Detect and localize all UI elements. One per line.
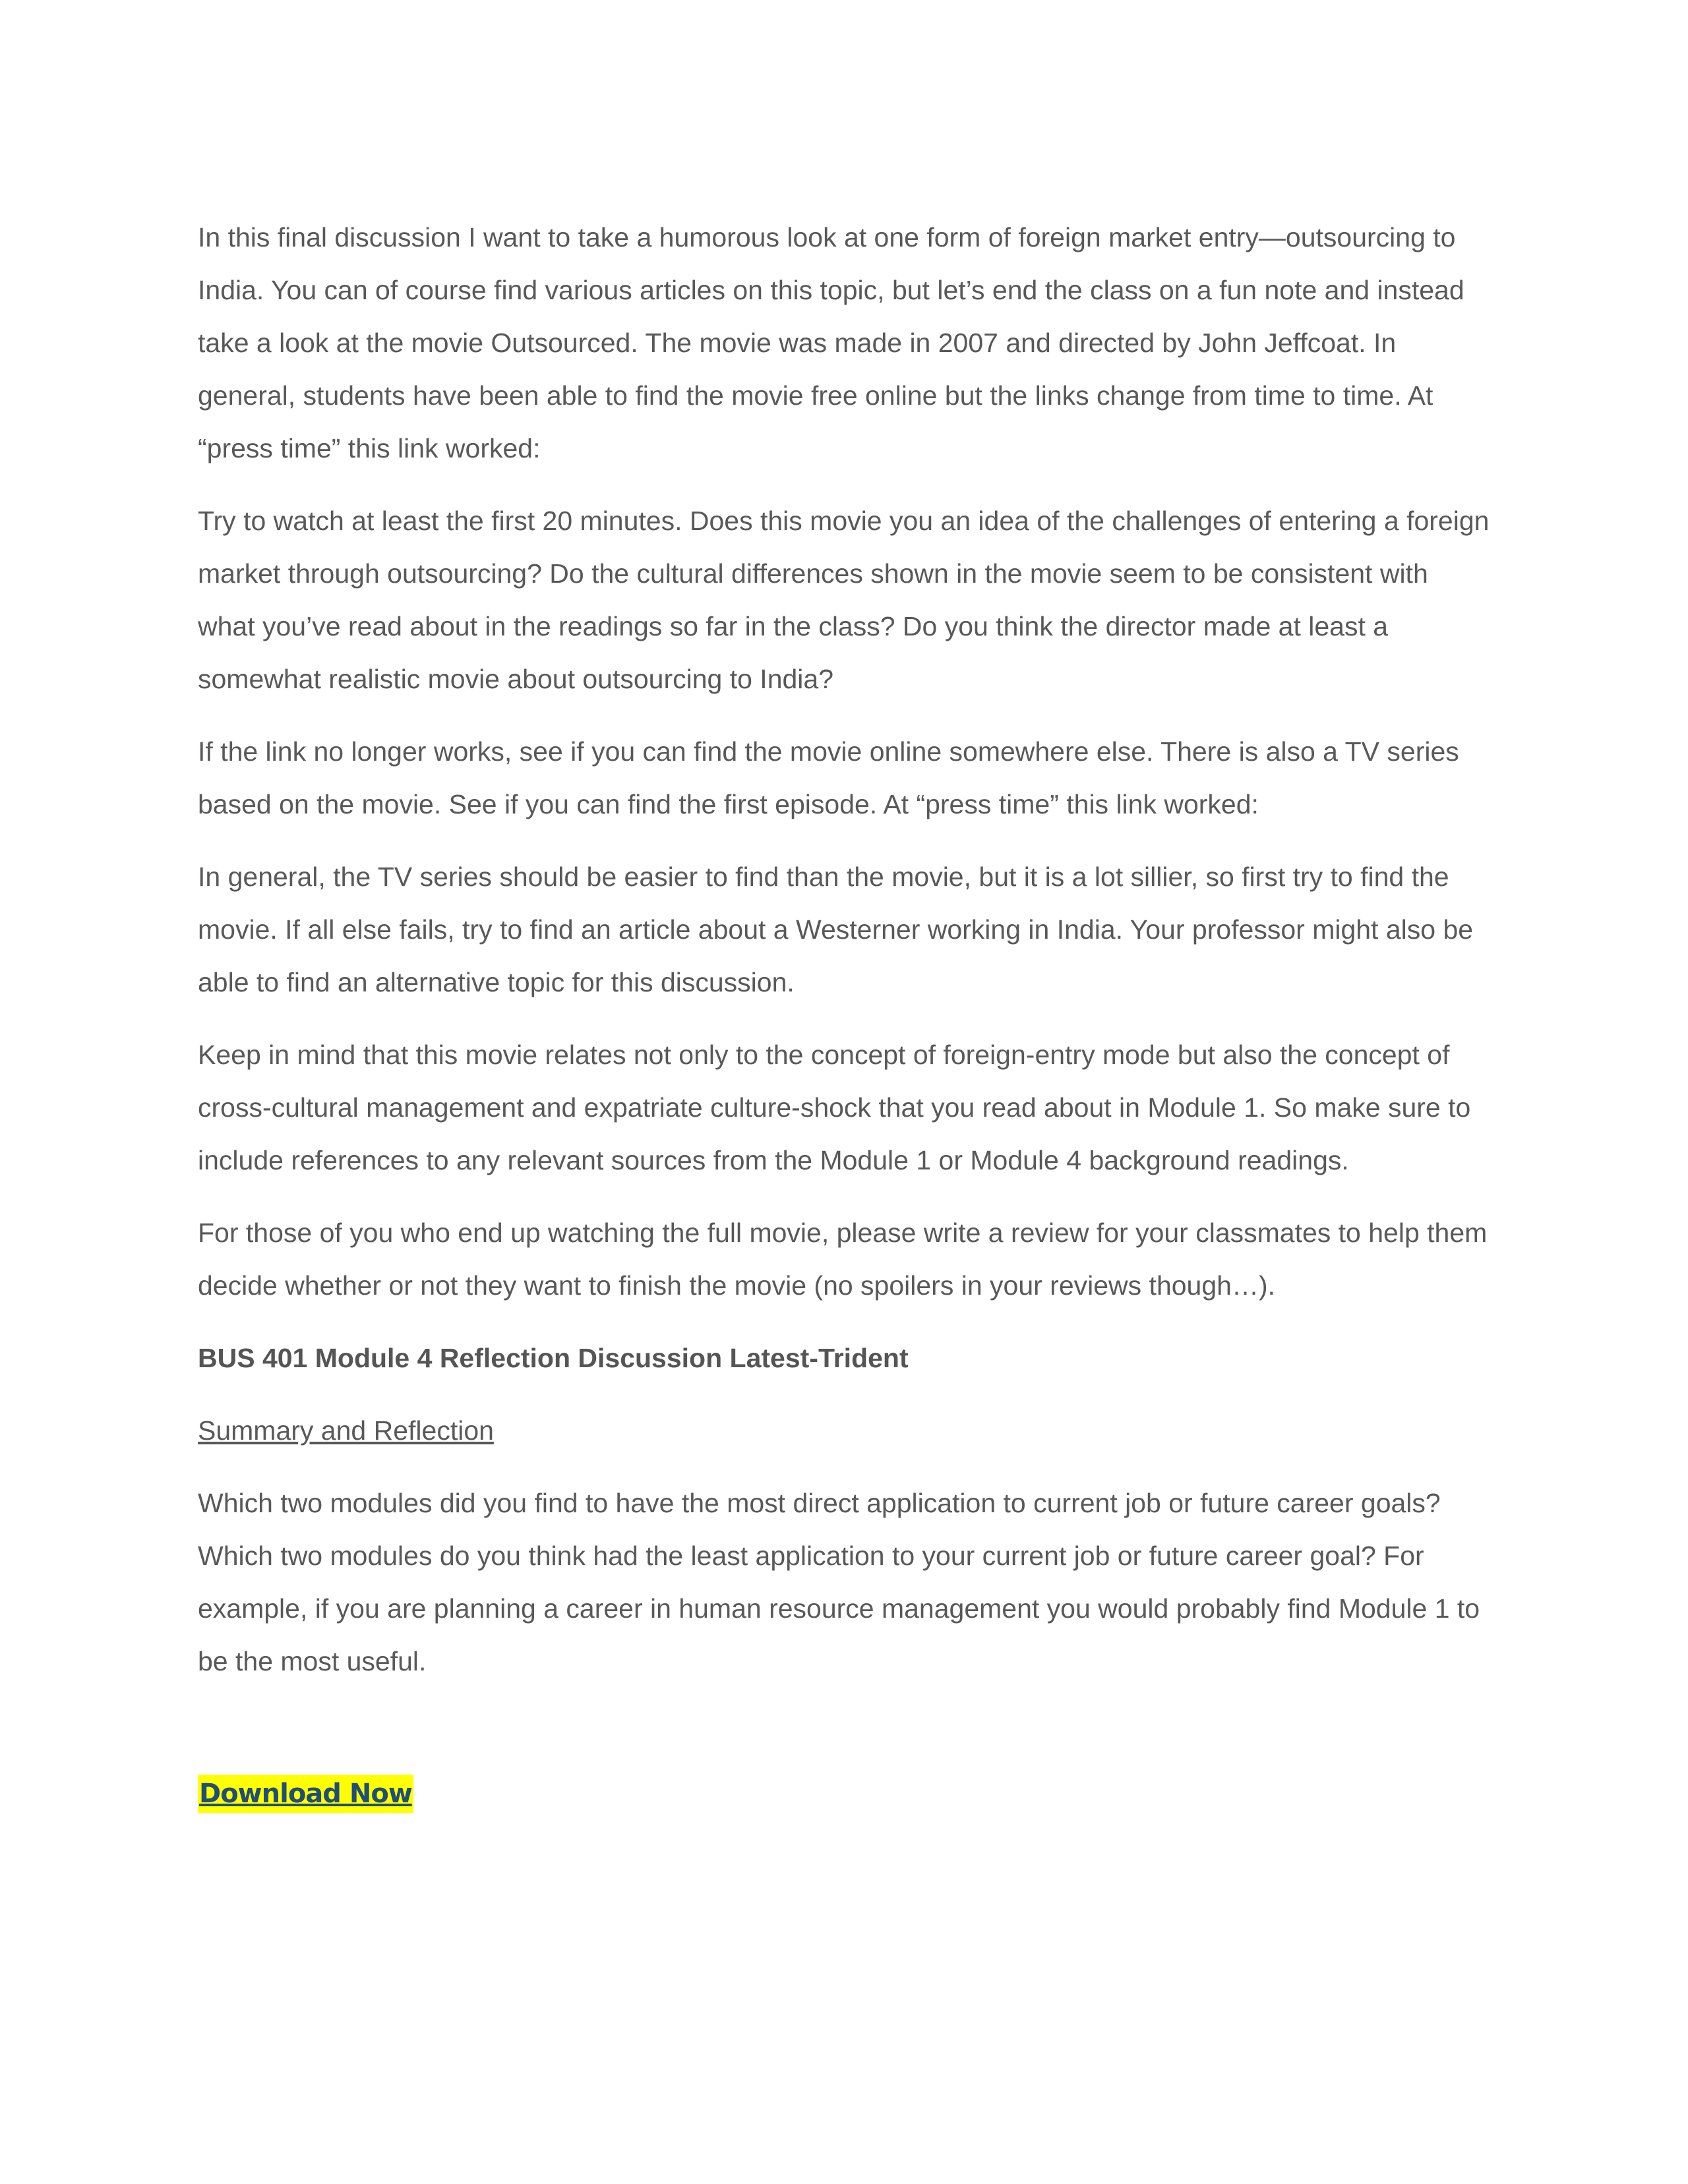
paragraph-keep-in-mind: Keep in mind that this movie relates not only to the concept of foreign-entry mode but also the concept of cross-cultural management and expatriate culture-shock that you read about in Module 1. So make sure to include references to any relevant sources from the Module 1 or Module 4 background readings.	[198, 1040, 1471, 1175]
paragraph-intro: In this final discussion I want to take a humorous look at one form of foreign market entry—outsourcing to India. You can of course find various articles on this topic, but let’s end the class on a fun note and instead take a look at the movie Outsourced. The movie was made in 2007 and directed by John Jeffcoat. In general, students have been able to find the movie free online but the links change from time to time. At “press time” this link worked:	[198, 222, 1464, 463]
section-heading: BUS 401 Module 4 Reflection Discussion Latest-Trident	[198, 1343, 909, 1373]
document-page	[198, 211, 1490, 1819]
paragraph-watch: Try to watch at least the first 20 minutes. Does this movie you an idea of the challenges of entering a foreign market through outsourcing? Do the cultural differences shown in the movie seem to be consistent with what you’ve read about in the readings so far in the class? Do you think the director made at least a somewhat realistic movie about outsourcing to India?	[198, 506, 1490, 694]
section-subheading: Summary and Reflection	[198, 1415, 494, 1446]
download-now-link[interactable]: Download Now	[198, 1775, 413, 1813]
download-container	[198, 1767, 1490, 1819]
paragraph-review: For those of you who end up watching the full movie, please write a review for your classmates to help them decide whether or not they want to finish the movie (no spoilers in your reviews though…).	[198, 1218, 1488, 1301]
paragraph-link-alternative: If the link no longer works, see if you can find the movie online somewhere else. There is also a TV series based on the movie. See if you can find the first episode. At “press time” this link worked:	[198, 736, 1459, 819]
paragraph-tv-series: In general, the TV series should be easier to find than the movie, but it is a lot sillier, so first try to find the movie. If all else fails, try to find an article about a Westerner working in India. Your professor might also be able to find an alternative topic for this discussion.	[198, 862, 1474, 997]
paragraph-closing: Which two modules did you find to have the most direct application to current job or future career goals? Which two modules do you think had the least application to your current job or future career goal? For example, if you are planning a career in human resource management you would probably find Module 1 to be the most useful.	[198, 1488, 1480, 1676]
